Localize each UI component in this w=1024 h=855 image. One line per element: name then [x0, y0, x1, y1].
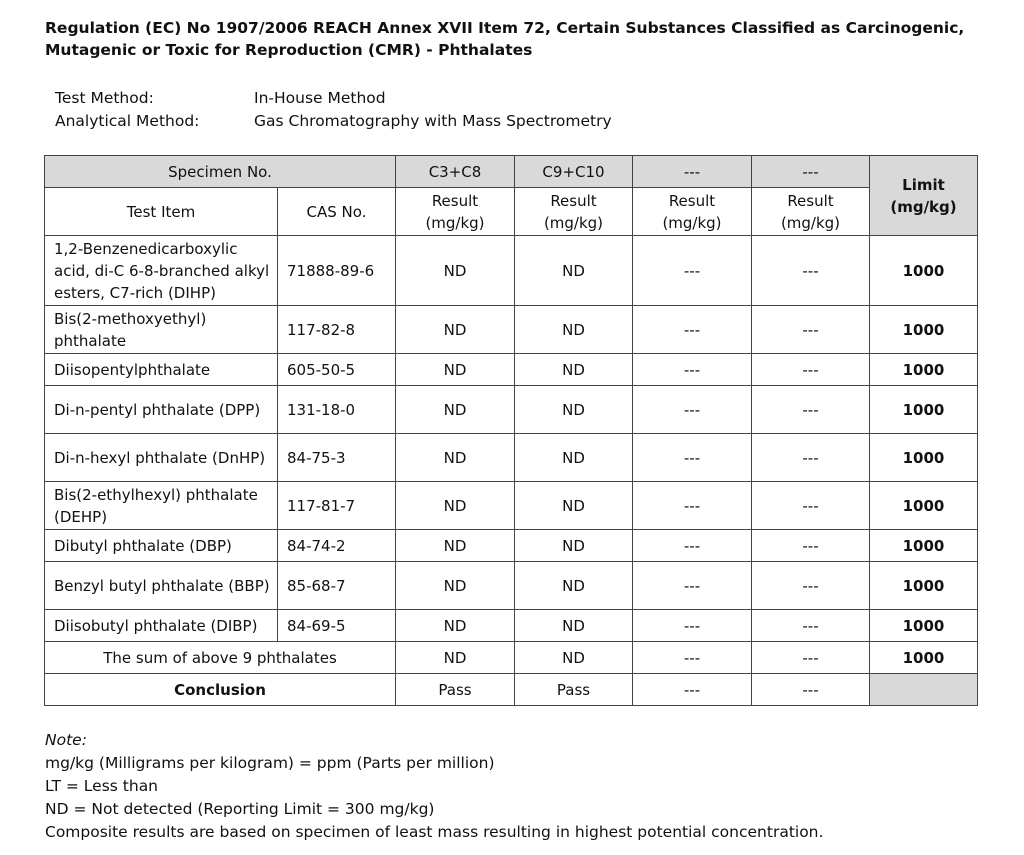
test-item-cell: Bis(2-methoxyethyl) phthalate — [45, 306, 278, 354]
result-cell: --- — [633, 562, 752, 610]
result-cell: --- — [752, 610, 870, 642]
result-cell: ND — [396, 562, 515, 610]
table-row — [45, 530, 978, 562]
result-cell: ND — [396, 354, 515, 386]
cas-no-header: CAS No. — [278, 188, 396, 236]
results-table — [44, 155, 978, 706]
result-cell: --- — [752, 386, 870, 434]
table-row — [45, 434, 978, 482]
result-cell: ND — [396, 610, 515, 642]
result-cell: ND — [396, 386, 515, 434]
result-cell: --- — [633, 610, 752, 642]
analytical-method-row — [55, 110, 612, 133]
note-line: ND = Not detected (Reporting Limit = 300 mg/kg) — [45, 800, 435, 818]
cas-no-cell: 605-50-5 — [278, 354, 396, 386]
result-cell: ND — [515, 610, 633, 642]
result-header-4-line2: (mg/kg) — [780, 213, 841, 232]
conclusion-result-1: Pass — [396, 674, 515, 706]
test-item-cell: Diisobutyl phthalate (DIBP) — [45, 610, 278, 642]
table-row — [45, 236, 978, 306]
table-row — [45, 562, 978, 610]
specimen-header-1: C3+C8 — [396, 156, 515, 188]
specimen-header-3: --- — [633, 156, 752, 188]
result-cell: ND — [515, 306, 633, 354]
sum-row — [45, 642, 978, 674]
result-header-1 — [396, 188, 515, 236]
test-item-cell: Benzyl butyl phthalate (BBP) — [45, 562, 278, 610]
test-item-header: Test Item — [45, 188, 278, 236]
result-cell: ND — [396, 236, 515, 306]
limit-cell: 1000 — [870, 434, 978, 482]
test-item-cell: Diisopentylphthalate — [45, 354, 278, 386]
result-cell: --- — [752, 530, 870, 562]
limit-cell: 1000 — [870, 482, 978, 530]
note-line: mg/kg (Milligrams per kilogram) = ppm (Parts per million) — [45, 754, 495, 772]
cas-no-cell: 71888-89-6 — [278, 236, 396, 306]
result-cell: ND — [515, 434, 633, 482]
result-cell: ND — [396, 530, 515, 562]
conclusion-limit-empty — [870, 674, 978, 706]
limit-header-line1: Limit — [902, 175, 945, 194]
note-line: LT = Less than — [45, 777, 159, 795]
test-item-cell: Di-n-hexyl phthalate (DnHP) — [45, 434, 278, 482]
result-header-2-line1: Result — [550, 191, 597, 210]
cas-no-cell: 85-68-7 — [278, 562, 396, 610]
result-cell: --- — [752, 434, 870, 482]
cas-no-cell: 117-81-7 — [278, 482, 396, 530]
limit-cell: 1000 — [870, 562, 978, 610]
result-header-3-line2: (mg/kg) — [662, 213, 722, 232]
specimen-no-header: Specimen No. — [45, 156, 396, 188]
test-method-row — [55, 87, 612, 110]
limit-header-line2: (mg/kg) — [890, 197, 957, 216]
method-info — [55, 87, 612, 133]
result-cell: --- — [752, 236, 870, 306]
cas-no-cell: 131-18-0 — [278, 386, 396, 434]
sum-result-3: --- — [633, 642, 752, 674]
result-cell: ND — [515, 354, 633, 386]
result-cell: ND — [515, 236, 633, 306]
analytical-method-value: Gas Chromatography with Mass Spectrometry — [254, 112, 612, 130]
sum-result-2: ND — [515, 642, 633, 674]
result-header-4-line1: Result — [787, 191, 834, 210]
table-row — [45, 610, 978, 642]
specimen-header-4: --- — [752, 156, 870, 188]
limit-cell: 1000 — [870, 530, 978, 562]
conclusion-result-2: Pass — [515, 674, 633, 706]
sum-result-1: ND — [396, 642, 515, 674]
result-header-4 — [752, 188, 870, 236]
notes-section — [45, 729, 823, 844]
result-header-3-line1: Result — [668, 191, 716, 210]
result-cell: --- — [752, 306, 870, 354]
sum-limit: 1000 — [870, 642, 978, 674]
cas-no-cell: 84-69-5 — [278, 610, 396, 642]
result-cell: ND — [396, 434, 515, 482]
limit-cell: 1000 — [870, 306, 978, 354]
specimen-header-row — [45, 156, 978, 188]
table-row — [45, 354, 978, 386]
test-item-cell: 1,2-Benzenedicarboxylic acid, di-C 6-8-branched alkyl esters, C7-rich (DIHP) — [45, 236, 278, 306]
table-row — [45, 482, 978, 530]
result-cell: ND — [515, 482, 633, 530]
analytical-method-label: Analytical Method: — [55, 112, 200, 130]
result-header-1-line1: Result — [431, 191, 479, 210]
result-cell: ND — [515, 530, 633, 562]
cas-no-cell: 84-74-2 — [278, 530, 396, 562]
conclusion-label: Conclusion — [45, 674, 396, 706]
test-method-label: Test Method: — [55, 89, 154, 107]
conclusion-result-3: --- — [633, 674, 752, 706]
limit-header — [870, 156, 978, 236]
note-line: Composite results are based on specimen of least mass resulting in highest potential concentration. — [45, 823, 824, 841]
test-item-cell: Dibutyl phthalate (DBP) — [45, 530, 278, 562]
result-header-3 — [633, 188, 752, 236]
result-cell: --- — [752, 562, 870, 610]
limit-cell: 1000 — [870, 386, 978, 434]
limit-cell: 1000 — [870, 610, 978, 642]
result-cell: ND — [515, 386, 633, 434]
page-title: Regulation (EC) No 1907/2006 REACH Annex XVII Item 72, Certain Substances Classified as Carcinogenic, Mutagenic or Toxic for Reproduction (CMR) - Phthalates — [45, 19, 965, 59]
limit-cell: 1000 — [870, 236, 978, 306]
result-cell: --- — [633, 530, 752, 562]
conclusion-result-4: --- — [752, 674, 870, 706]
result-cell: ND — [396, 306, 515, 354]
result-cell: --- — [633, 386, 752, 434]
result-header-2-line2: (mg/kg) — [543, 213, 604, 232]
result-cell: --- — [633, 482, 752, 530]
result-cell: --- — [752, 482, 870, 530]
limit-cell: 1000 — [870, 354, 978, 386]
conclusion-row — [45, 674, 978, 706]
result-cell: --- — [633, 354, 752, 386]
result-cell: ND — [396, 482, 515, 530]
result-cell: --- — [633, 434, 752, 482]
result-cell: ND — [515, 562, 633, 610]
test-item-cell: Bis(2-ethylhexyl) phthalate (DEHP) — [45, 482, 278, 530]
column-header-row — [45, 188, 978, 236]
result-cell: --- — [633, 306, 752, 354]
sum-result-4: --- — [752, 642, 870, 674]
result-cell: --- — [752, 354, 870, 386]
table-row — [45, 386, 978, 434]
note-title: Note: — [45, 731, 87, 749]
cas-no-cell: 84-75-3 — [278, 434, 396, 482]
result-header-2 — [515, 188, 633, 236]
result-cell: --- — [633, 236, 752, 306]
sum-label: The sum of above 9 phthalates — [45, 642, 396, 674]
result-header-1-line2: (mg/kg) — [425, 213, 485, 232]
specimen-header-2: C9+C10 — [515, 156, 633, 188]
test-method-value: In-House Method — [254, 89, 386, 107]
table-row — [45, 306, 978, 354]
test-item-cell: Di-n-pentyl phthalate (DPP) — [45, 386, 278, 434]
cas-no-cell: 117-82-8 — [278, 306, 396, 354]
